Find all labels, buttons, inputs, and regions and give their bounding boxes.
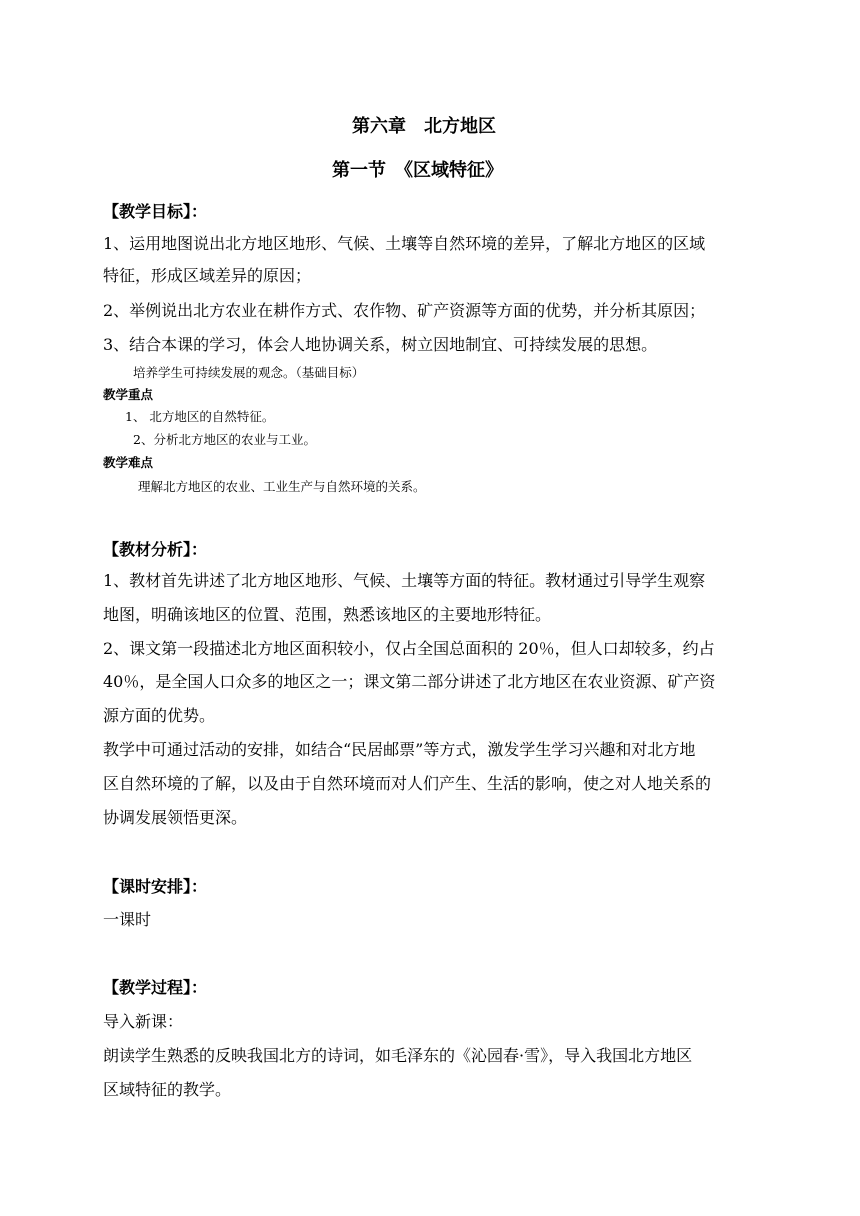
analysis-line: 2、课文第一段描述北方地区面积较小，仅占全国总面积的 20％，但人口却较多，约占: [103, 639, 715, 658]
difficult-points-heading: 教学难点: [103, 455, 154, 470]
objective-line: 1、运用地图说出北方地区地形、气候、土壤等自然环境的差异，了解北方地区的区域: [103, 234, 706, 253]
objective-extra: 培养学生可持续发展的观念。（基础目标）: [133, 365, 365, 380]
analysis-line: 源方面的优势。: [103, 706, 216, 725]
objectives-heading: 【教学目标】：: [103, 202, 208, 221]
analysis-line: 协调发展领悟更深。: [103, 808, 248, 827]
analysis-line: 教学中可通过活动的安排，如结合“民居邮票”等方式，激发学生学习兴趣和对北方地: [103, 740, 696, 759]
section-title: 第一节 《区域特征》: [332, 160, 503, 181]
objective-line: 3、结合本课的学习，体会人地协调关系，树立因地制宜、可持续发展的思想。: [103, 335, 658, 354]
process-heading: 【教学过程】：: [103, 978, 208, 997]
difficult-point-text: 理解北方地区的农业、工业生产与自然环境的关系。: [138, 479, 426, 494]
process-line: 朗读学生熟悉的反映我国北方的诗词，如毛泽东的《沁园春·雪》，导入我国北方地区: [103, 1046, 693, 1065]
chapter-title: 第六章 北方地区: [352, 116, 496, 137]
key-points-heading: 教学重点: [103, 387, 154, 402]
analysis-heading: 【教材分析】：: [103, 540, 208, 559]
schedule-text: 一课时: [103, 910, 152, 929]
process-line: 区域特征的教学。: [103, 1080, 232, 1099]
key-point-item: 1、 北方地区的自然特征。: [125, 409, 275, 424]
analysis-line: 区自然环境的了解，以及由于自然环境而对人们产生、生活的影响，使之对人地关系的: [103, 774, 712, 793]
key-point-item: 2、分析北方地区的农业与工业。: [133, 432, 316, 447]
objective-line: 特征，形成区域差异的原因；: [103, 266, 312, 285]
schedule-heading: 【课时安排】：: [103, 877, 208, 896]
analysis-line: 40％，是全国人口众多的地区之一；课文第二部分讲述了北方地区在农业资源、矿产资: [103, 672, 716, 691]
objective-line: 2、举例说出北方农业在耕作方式、农作物、矿产资源等方面的优势，并分析其原因；: [103, 301, 706, 320]
process-sub: 导入新课：: [103, 1012, 184, 1031]
analysis-line: 地图，明确该地区的位置、范围，熟悉该地区的主要地形特征。: [103, 605, 552, 624]
analysis-line: 1、教材首先讲述了北方地区地形、气候、土壤等方面的特征。教材通过引导学生观察: [103, 571, 706, 590]
